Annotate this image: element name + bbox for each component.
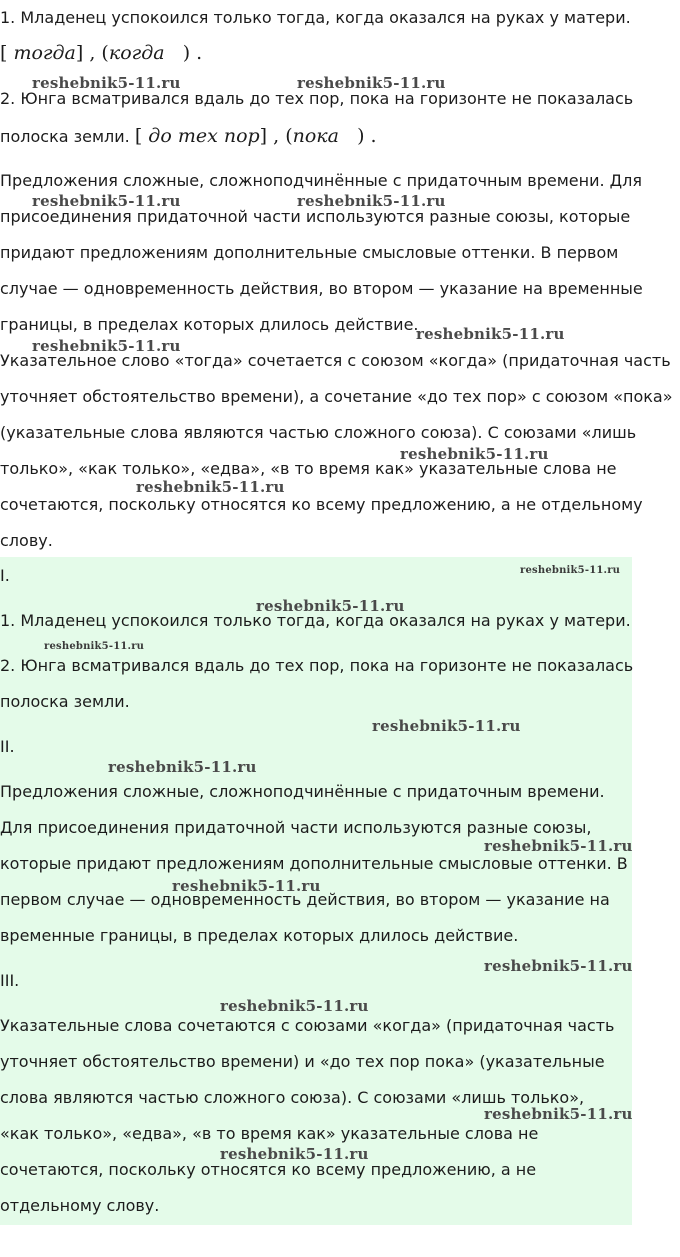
analysis-line: сочетаются, поскольку относятся ко всему предложению, а не отдельному	[0, 495, 643, 514]
analysis-line: случае — одновременность действия, во втором — указание на временные	[0, 279, 643, 298]
section-3-line: Указательные слова сочетаются с союзами «когда» (придаточная часть	[0, 1016, 615, 1035]
answer-sentence-1: 1. Младенец успокоился только тогда, когда оказался на руках у матери.	[0, 611, 631, 630]
section-3-line: слова являются частью сложного союза). С союзами «лишь только»,	[0, 1088, 585, 1107]
watermark: reshebnik5-11.ru	[32, 74, 181, 92]
sentence-1: 1. Младенец успокоился только тогда, когда оказался на руках у матери.	[0, 8, 631, 27]
watermark: reshebnik5-11.ru	[220, 1145, 369, 1163]
section-2-line: которые придают предложениям дополнительные смысловые оттенки. В	[0, 854, 628, 873]
answer-sentence-2-line-1: 2. Юнга всматривался вдаль до тех пор, пока на горизонте не показалась	[0, 656, 634, 675]
analysis-line: уточняет обстоятельство времени), а сочетание «до тех пор» с союзом «пока»	[0, 387, 673, 406]
watermark: reshebnik5-11.ru	[32, 337, 181, 355]
section-3-line: «как только», «едва», «в то время как» указательные слова не	[0, 1124, 539, 1143]
analysis-line: только», «как только», «едва», «в то время как» указательные слова не	[0, 459, 617, 478]
sentence-2-line-1: 2. Юнга всматривался вдаль до тех пор, пока на горизонте не показалась	[0, 89, 634, 108]
sentence-1-schema: [ тогда] , (когда ) .	[0, 42, 203, 64]
section-2-line: первом случае — одновременность действия, во втором — указание на	[0, 890, 610, 909]
section-3-label: III.	[0, 971, 20, 990]
watermark: reshebnik5-11.ru	[297, 192, 446, 210]
analysis-line: (указательные слова являются частью сложного союза). С союзами «лишь	[0, 423, 637, 442]
schema-main-word: до тех пор	[148, 125, 260, 147]
watermark: reshebnik5-11.ru	[44, 641, 145, 652]
answer-sentence-2-line-2: полоска земли.	[0, 692, 130, 711]
watermark: reshebnik5-11.ru	[484, 1105, 633, 1123]
section-1-label: I.	[0, 566, 10, 585]
section-2-line: Предложения сложные, сложноподчинённые с придаточным времени.	[0, 782, 605, 801]
analysis-line: Предложения сложные, сложноподчинённые с придаточным времени. Для	[0, 171, 643, 190]
analysis-line: Указательное слово «тогда» сочетается с союзом «когда» (придаточная часть	[0, 351, 671, 370]
section-2-line: Для присоединения придаточной части используются разные союзы,	[0, 818, 592, 837]
schema-sub-word: когда	[108, 42, 165, 64]
watermark: reshebnik5-11.ru	[256, 597, 405, 615]
section-3-line: уточняет обстоятельство времени) и «до тех пор пока» (указательные	[0, 1052, 605, 1071]
schema-main-word: тогда	[13, 42, 76, 64]
sentence-2-line-2	[0, 125, 377, 147]
analysis-line: слову.	[0, 531, 53, 550]
sentence-2-text: полоска земли.	[0, 127, 130, 146]
watermark: reshebnik5-11.ru	[520, 565, 621, 576]
watermark: reshebnik5-11.ru	[372, 717, 521, 735]
section-2-label: II.	[0, 737, 15, 756]
watermark: reshebnik5-11.ru	[400, 445, 549, 463]
watermark: reshebnik5-11.ru	[416, 325, 565, 343]
watermark: reshebnik5-11.ru	[108, 758, 257, 776]
watermark: reshebnik5-11.ru	[136, 478, 285, 496]
schema-sub-word: пока	[292, 125, 339, 147]
analysis-line: границы, в пределах которых длилось действие.	[0, 315, 419, 334]
watermark: reshebnik5-11.ru	[172, 877, 321, 895]
section-2-line: временные границы, в пределах которых длилось действие.	[0, 926, 519, 945]
watermark: reshebnik5-11.ru	[32, 192, 181, 210]
sentence-2-schema: [ до тех пор] , (пока ) .	[134, 125, 377, 147]
analysis-line: придают предложениям дополнительные смысловые оттенки. В первом	[0, 243, 619, 262]
analysis-line: присоединения придаточной части используются разные союзы, которые	[0, 207, 631, 226]
section-3-line: отдельному слову.	[0, 1196, 160, 1215]
watermark: reshebnik5-11.ru	[484, 837, 633, 855]
watermark: reshebnik5-11.ru	[220, 997, 369, 1015]
watermark: reshebnik5-11.ru	[484, 957, 633, 975]
watermark: reshebnik5-11.ru	[297, 74, 446, 92]
section-3-line: сочетаются, поскольку относятся ко всему предложению, а не	[0, 1160, 537, 1179]
